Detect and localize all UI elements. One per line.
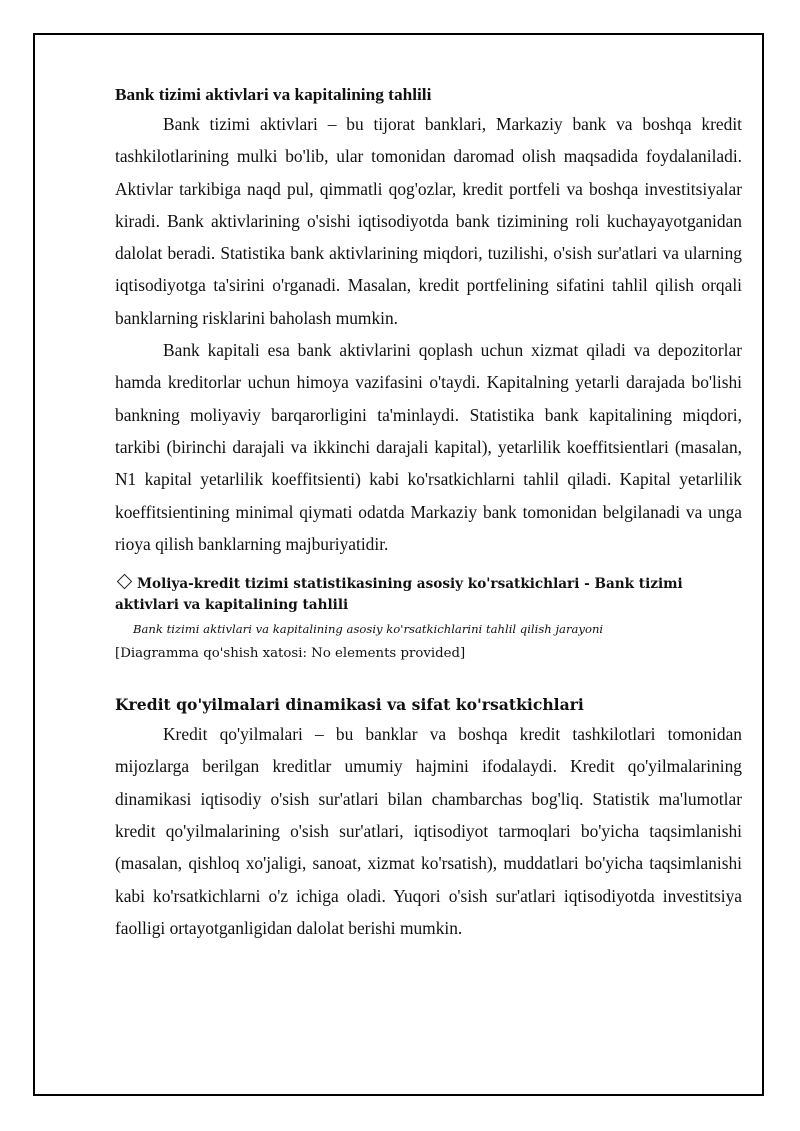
document-content: [115, 82, 742, 944]
diagram-caption: [115, 574, 742, 664]
paragraph-bank-assets: Bank tizimi aktivlari – bu tijorat banklari, Markaziy bank va boshqa kredit tashkilotlarining mulki bo'lib, ular tomonidan daromad olish maqsadida foydalaniladi. Aktivlar tarkibiga naqd pul, qimmatli qog'ozlar, kredit portfeli va boshqa investitsiyalar kiradi. Bank aktivlarining o'sishi iqtisodiyotda bank tizimining roli kuchayayotganidan dalolat beradi. Statistika bank aktivlarining miqdori, tuzilishi, o'sish sur'atlari va ularning iqtisodiyotga ta'sirini o'rganadi. Masalan, kredit portfelining sifatini tahlil qilish orqali banklarning risklarini baholash mumkin.: [115, 114, 742, 328]
diagram-subtitle: Bank tizimi aktivlari va kapitalining asosiy ko'rsatkichlarini tahlil qilish jarayoni: [133, 622, 604, 637]
diagram-error-message: [Diagramma qo'shish xatosi: No elements provided]: [115, 646, 466, 662]
paragraph-bank-capital: Bank kapitali esa bank aktivlarini qoplash uchun xizmat qiladi va depozitorlar hamda kreditorlar uchun himoya vazifasini o'taydi. Kapitalning yetarli darajada bo'lishi bankning moliyaviy barqarorligini ta'minlaydi. Statistika bank kapitalining miqdori, tarkibi (birinchi darajali va ikkinchi darajali kapital), yetarlilik koeffitsientlari (masalan, N1 kapital yetarlilik koeffitsienti) kabi ko'rsatkichlarni tahlil qiladi. Kapital yetarlilik koeffitsientining minimal qiymati odatda Markaziy bank tomonidan belgilanadi va unga rioya qilish banklarning majburiyatidir.: [115, 340, 742, 554]
section-title-wrap: [115, 692, 742, 718]
diagram-title-row: [115, 574, 742, 616]
paragraph-credit-dynamics: Kredit qo'yilmalari – bu banklar va boshqa kredit tashkilotlari tomonidan mijozlarga berilgan kreditlar umumiy hajmini ifodalaydi. Kredit qo'yilmalarining dinamikasi iqtisodiy o'sish sur'atlari bilan chambarchas bog'liq. Statistik ma'lumotlar kredit qo'yilmalarining o'sish sur'atlari, iqtisodiyot tarmoqlari bo'yicha taqsimlanishi (masalan, qishloq xo'jaligi, sanoat, xizmat ko'rsatish), muddatlari bo'yicha taqsimlanishi kabi ko'rsatkichlarni o'z ichiga oladi. Yuqori o'sish sur'atlari iqtisodiyotda investitsiya faolligi ortayotganligidan dalolat berishi mumkin.: [115, 724, 742, 938]
diamond-icon: [117, 574, 133, 590]
section-title-credit: Kredit qo'yilmalari dinamikasi va sifat ko'rsatkichlari: [115, 695, 584, 715]
section-title-bank-assets: Bank tizimi aktivlari va kapitalining tahlili: [115, 85, 432, 104]
diagram-title: Moliya-kredit tizimi statistikasining asosiy ko'rsatkichlari - Bank tizimi aktivlari va kapitalining tahlili: [115, 576, 683, 614]
